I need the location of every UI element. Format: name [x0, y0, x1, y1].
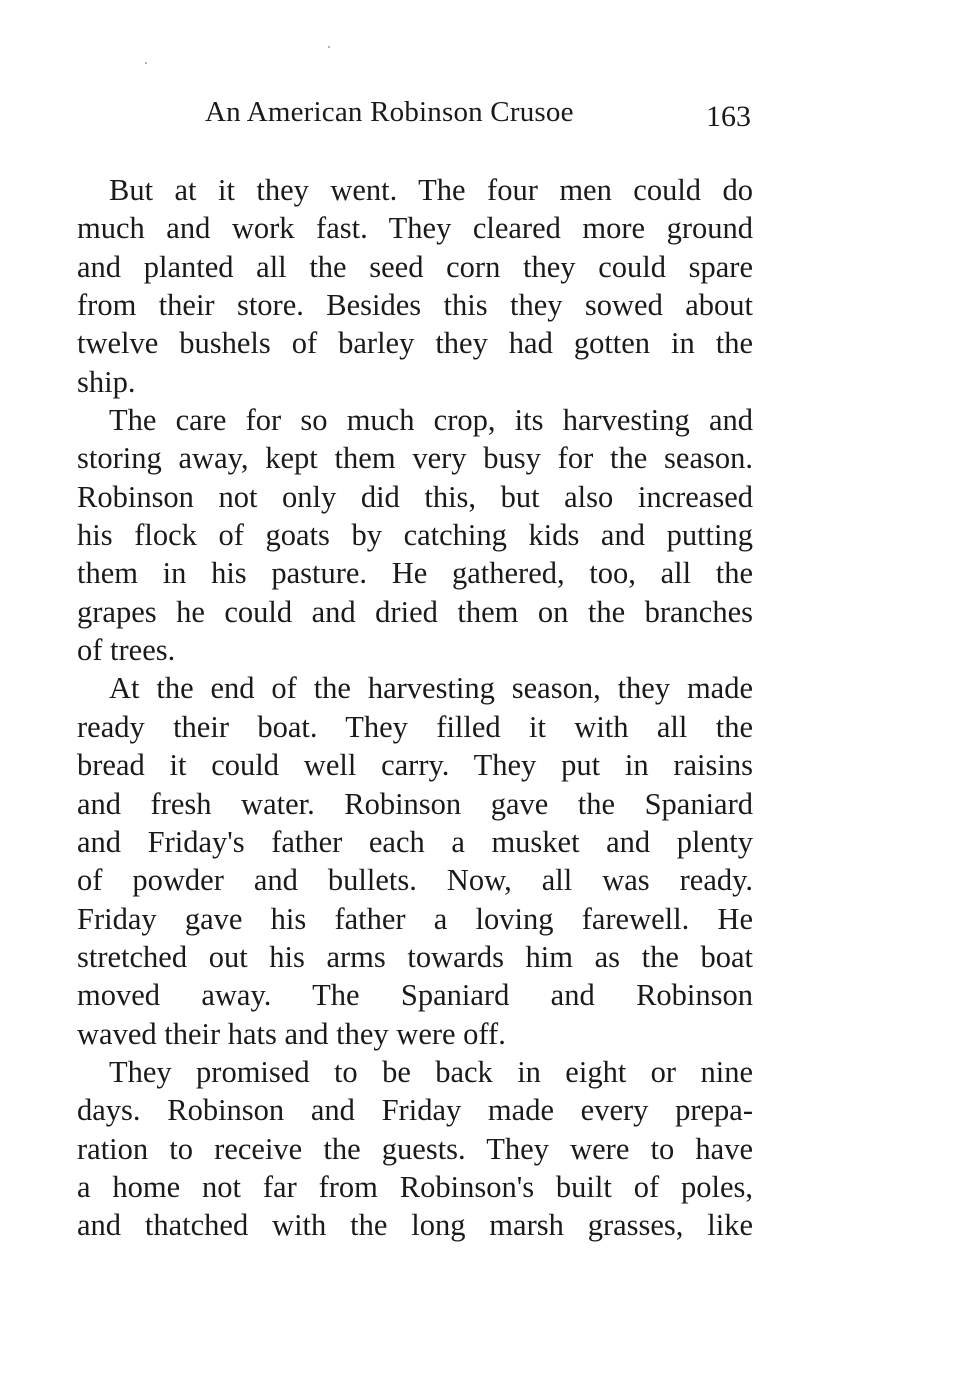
text-line: and fresh water. Robinson gave the Spaniard	[77, 786, 753, 821]
text-line: ready their boat. They filled it with all the	[77, 709, 753, 744]
text-line: storing away, kept them very busy for the season.	[77, 441, 753, 476]
text-line: The care for so much crop, its harvesting and	[109, 403, 753, 438]
text-line: them in his pasture. He gathered, too, all the	[77, 556, 753, 591]
text-line: and planted all the seed corn they could spare	[77, 249, 753, 284]
text-line: twelve bushels of barley they had gotten in the	[77, 326, 753, 361]
text-line: and Friday's father each a musket and plenty	[77, 824, 753, 859]
text-line: of powder and bullets. Now, all was ready.	[77, 863, 753, 898]
text-line: from their store. Besides this they sowed about	[77, 288, 753, 323]
text-line: Friday gave his father a loving farewell. He	[77, 901, 753, 936]
paragraph	[77, 669, 753, 1052]
text-line: ship.	[77, 364, 136, 399]
text-line: days. Robinson and Friday made every prepa-	[77, 1093, 753, 1128]
text-line: ration to receive the guests. They were to have	[77, 1131, 753, 1166]
text-line: stretched out his arms towards him as the boat	[77, 939, 753, 974]
text-line: bread it could well carry. They put in raisins	[77, 748, 753, 783]
text-line: grapes he could and dried them on the branches	[77, 594, 753, 629]
page-number: 163	[706, 100, 751, 133]
running-title: An American Robinson Crusoe	[205, 96, 574, 128]
paper-speck	[328, 46, 330, 48]
paper-speck	[145, 62, 147, 64]
text-line: of trees.	[77, 633, 176, 668]
paragraph	[77, 1053, 753, 1245]
text-line: and thatched with the long marsh grasses, like	[77, 1208, 753, 1243]
text-line: They promised to be back in eight or nine	[109, 1054, 753, 1089]
text-line: But at it they went. The four men could do	[109, 173, 753, 207]
text-line: At the end of the harvesting season, they made	[109, 671, 753, 706]
text-line: Robinson not only did this, but also increased	[77, 479, 753, 514]
body-text	[77, 171, 753, 1245]
text-line: moved away. The Spaniard and Robinson	[77, 978, 753, 1013]
text-line: much and work fast. They cleared more ground	[77, 211, 753, 246]
text-line: a home not far from Robinson's built of poles,	[77, 1169, 753, 1204]
paragraph	[77, 171, 753, 401]
text-line: waved their hats and they were off.	[77, 1016, 506, 1051]
text-line: his flock of goats by catching kids and putting	[77, 518, 753, 553]
paragraph	[77, 401, 753, 669]
